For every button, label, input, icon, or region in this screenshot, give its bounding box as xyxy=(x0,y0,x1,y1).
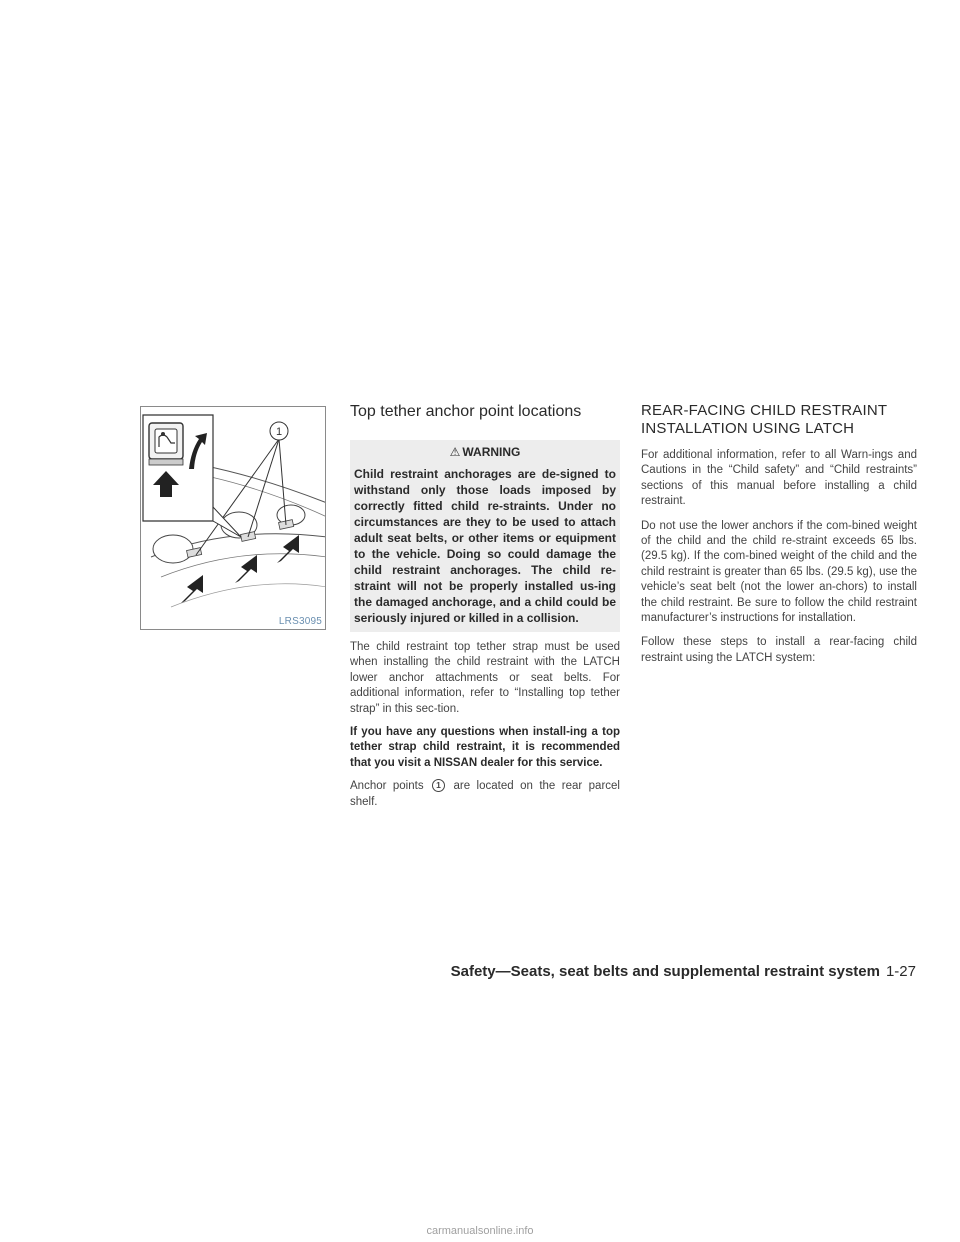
warning-label: WARNING xyxy=(462,445,521,459)
rear-facing-latch-section xyxy=(641,402,917,675)
section-heading-line2: INSTALLATION USING LATCH xyxy=(641,420,855,437)
parcel-shelf-drawing xyxy=(141,407,326,630)
warning-text: Child restraint anchorages are de-signed to withstand only those loads imposed by correctly fitted child re-straints. Under no circumstances are they to be used to attach adult seat belts, or other items or equipment to the vehicle. Doing so could damage the child restraint anchorages. The child re-straint will not be properly installed us-ing the damaged anchorage, and a child could be seriously injured or killed in a collision. xyxy=(354,467,616,625)
figure-code: LRS3095 xyxy=(278,616,322,627)
watermark: carmanualsonline.info xyxy=(426,1225,534,1237)
dealer-recommendation-paragraph: If you have any questions when install-ing a top tether strap child restraint, it is recommended that you visit a NISSAN dealer for this service. xyxy=(350,726,620,769)
callout-1-icon: 1 xyxy=(432,779,445,792)
warning-header xyxy=(354,444,616,460)
anchor-illustration xyxy=(140,406,326,630)
warning-triangle-icon: ⚠ xyxy=(449,445,461,459)
section-heading xyxy=(641,402,917,438)
page-number: 1-27 xyxy=(885,963,916,980)
section-heading-line1: REAR-FACING CHILD RESTRAINT xyxy=(641,402,888,419)
weight-limit-paragraph: Do not use the lower anchors if the com-bined weight of the child and the child re-straint exceeds 65 lbs. (29.5 kg). If the com-bined weight of the child and the child restraint is greater than 65 lbs. (29.5 kg), use the vehicle’s seat belt (not the lower an-chors) to install the child restraint. Be sure to follow the child restraint manufacturer’s instructions for installation. xyxy=(641,519,917,625)
footer-section-title: Safety—Seats, seat belts and supplemental restraint system xyxy=(450,963,880,980)
anchor-points-paragraph xyxy=(350,779,620,810)
steps-intro-paragraph: Follow these steps to install a rear-facing child restraint using the LATCH system: xyxy=(641,636,917,664)
section-title: Top tether anchor point locations xyxy=(350,403,582,420)
page-footer xyxy=(0,963,916,981)
tether-strap-paragraph: The child restraint top tether strap must be used when installing the child restraint with the LATCH lower anchor attachments or seat belts. For additional information, refer to “Installing top tether strap” in this sec-tion. xyxy=(350,641,620,715)
warning-box xyxy=(350,440,620,632)
anchor-points-text-pre: Anchor points xyxy=(350,780,424,793)
figure-callout-number: 1 xyxy=(275,426,283,438)
top-tether-section xyxy=(350,402,620,818)
additional-info-paragraph: For additional information, refer to all Warn-ings and Cautions in the “Child safety” and “Child restraints” sections of this manual before installing a child restraint. xyxy=(641,449,917,508)
anchor-points-text-post: are located on the rear parcel shelf. xyxy=(350,780,620,808)
